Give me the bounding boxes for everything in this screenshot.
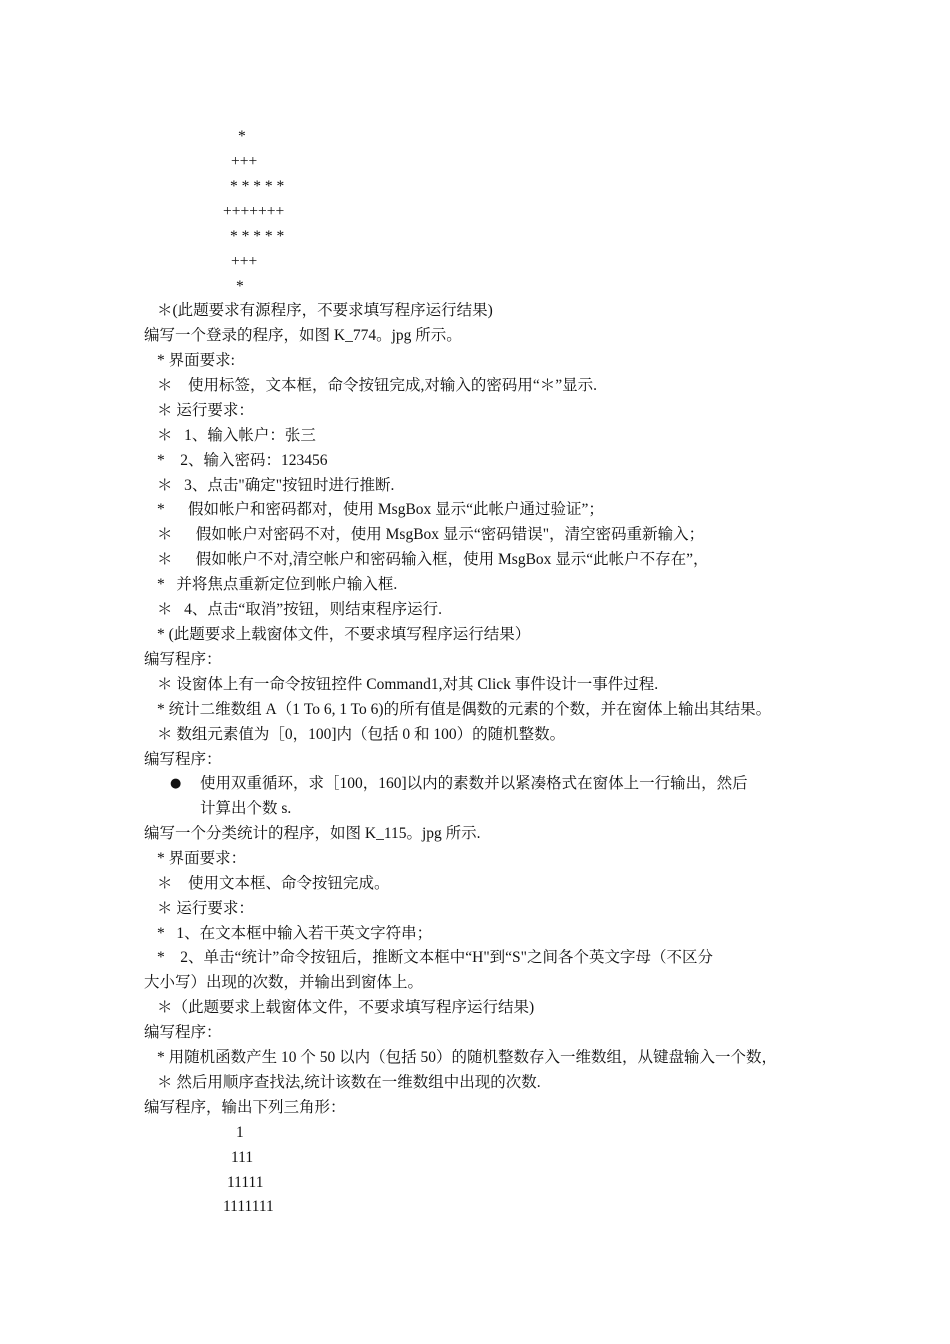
pattern-line: * — [238, 128, 246, 145]
section-line: ＊ 4、点击“取消”按钮，则结束程序运行. — [157, 601, 443, 618]
section-title: 编写程序： — [144, 751, 222, 768]
triangle-line: 11111 — [227, 1174, 264, 1191]
section-line: ＊ 假如帐户不对,清空帐户和密码输入框，使用 MsgBox 显示“此帐户不存在”， — [157, 551, 709, 568]
section-line: * 2、输入密码：123456 — [157, 452, 328, 469]
pattern-line: * * * * * — [230, 178, 285, 195]
section-line: ＊ 设窗体上有一命令按钮控件 Command1,对其 Click 事件设计一事件过程. — [157, 676, 659, 693]
section-line: * 假如帐户和密码都对，使用 MsgBox 显示“此帐户通过验证”； — [157, 501, 604, 518]
section-line: * 2、单击“统计”命令按钮后，推断文本框中“H"到“S"之间各个英文字母（不区分 — [157, 949, 713, 966]
requirement-note: ＊(此题要求有源程序，不要求填写程序运行结果) — [157, 302, 493, 319]
section-line: 大小写）出现的次数，并输出到窗体上。 — [144, 974, 424, 991]
bullet-icon: ● — [170, 776, 182, 791]
triangle-line: 111 — [231, 1149, 254, 1166]
section-line: ＊ 假如帐户对密码不对，使用 MsgBox 显示“密码错误"，清空密码重新输入； — [157, 526, 705, 543]
section-line: ＊（此题要求上载窗体文件，不要求填写程序运行结果) — [157, 999, 535, 1016]
section-line: ＊ 1、输入帐户：张三 — [157, 427, 316, 444]
pattern-line: +++++++ — [223, 203, 285, 220]
section-line: ＊ 使用标签，文本框，命令按钮完成,对输入的密码用“＊”显示. — [157, 377, 598, 394]
bullet-text: 使用双重循环，求［100，160]以内的素数并以紧凑格式在窗体上一行输出，然后 — [200, 775, 748, 792]
section-line: * 用随机函数产生 10 个 50 以内（包括 50）的随机整数存入一维数组，从键盘输入一个数， — [157, 1049, 778, 1066]
section-line: * 并将焦点重新定位到帐户输入框. — [157, 576, 398, 593]
pattern-line: +++ — [231, 253, 258, 270]
section-line: * 1、在文本框中输入若干英文字符串； — [157, 925, 433, 942]
triangle-line: 1111111 — [223, 1198, 274, 1215]
section-line: ＊ 3、点击"确定"按钮时进行推断. — [157, 477, 395, 494]
section-line: ＊ 使用文本框、命令按钮完成。 — [157, 875, 390, 892]
section-line: * (此题要求上载窗体文件，不要求填写程序运行结果） — [157, 626, 531, 643]
pattern-line: * — [236, 278, 244, 295]
section-title: 编写一个登录的程序，如图 K_774。jpg 所示。 — [144, 327, 462, 344]
section-title: 编写程序： — [144, 651, 222, 668]
triangle-line: 1 — [236, 1124, 244, 1141]
section-line: ＊ 然后用顺序查找法,统计该数在一维数组中出现的次数. — [157, 1074, 541, 1091]
bullet-text: 计算出个数 s. — [200, 800, 292, 817]
pattern-line: * * * * * — [230, 228, 285, 245]
pattern-line: +++ — [231, 153, 258, 170]
section-title: 编写程序： — [144, 1024, 222, 1041]
section-title: 编写程序，输出下列三角形： — [144, 1099, 346, 1116]
section-line: ＊ 数组元素值为［0，100]内（包括 0 和 100）的随机整数。 — [157, 726, 566, 743]
section-title: 编写一个分类统计的程序，如图 K_115。jpg 所示. — [144, 825, 481, 842]
section-line: * 界面要求: — [157, 352, 235, 369]
section-line: ＊ 运行要求： — [157, 900, 254, 917]
section-line: ＊ 运行要求： — [157, 402, 254, 419]
section-line: * 界面要求： — [157, 850, 247, 867]
section-line: * 统计二维数组 A（1 To 6, 1 To 6)的所有值是偶数的元素的个数，并在窗体上输出其结果。 — [157, 701, 772, 718]
